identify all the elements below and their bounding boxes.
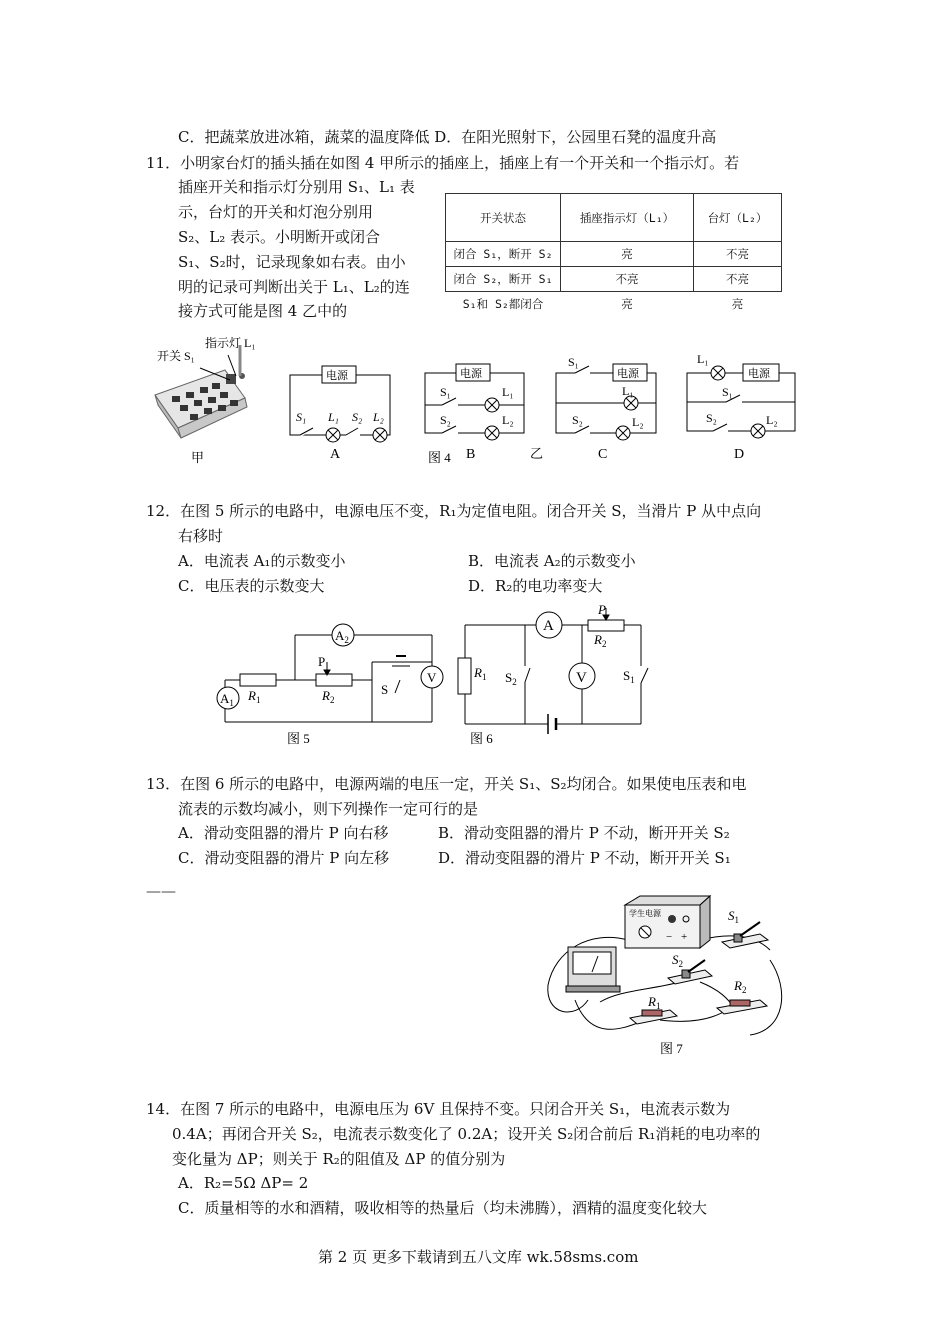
r2-label: $R_2$ — [322, 688, 335, 705]
dash-mark: —— — [146, 882, 176, 900]
q12-option-d: D．R₂的电功率变大 — [468, 577, 603, 595]
r1-label: $R_1$ — [248, 688, 261, 705]
switch-s-label: S — [381, 682, 389, 697]
l2-label: L₂ — [632, 415, 644, 429]
power-label: 电源 — [460, 368, 482, 380]
s1-label: S₁ — [722, 385, 733, 399]
q13-option-c: C．滑动变阻器的滑片 P 向左移 — [178, 849, 390, 867]
ammeter-a1-label: $A_1$ — [220, 691, 234, 708]
s1-label: S₁ — [440, 385, 451, 399]
page-footer: 第 2 页 更多下载请到五八文库 wk.58sms.com — [318, 1248, 639, 1266]
voltmeter-label: V — [576, 670, 587, 686]
resistor-r1 — [630, 1010, 677, 1024]
s1-label: S₁ — [568, 355, 579, 369]
table-cell: 亮 — [694, 292, 782, 317]
power-label: 电源 — [748, 368, 770, 380]
table-cell: 闭合 S₁，断开 S₂ — [446, 242, 561, 267]
figure-7 — [0, 890, 950, 1070]
s2-label: S₂ — [572, 413, 583, 427]
q12-stem-line1: 12．在图 5 所示的电路中，电源电压不变，R₁为定值电阻。闭合开关 S，当滑片 P 从中点向 — [146, 502, 762, 520]
figure-4 — [0, 0, 950, 470]
q12-option-b: B．电流表 A₂的示数变小 — [468, 552, 636, 570]
q13-option-d: D．滑动变阻器的滑片 P 不动，断开开关 S₁ — [438, 849, 731, 867]
table-cell: 亮 — [561, 292, 694, 317]
table-cell: 不亮 — [694, 242, 782, 267]
q13-stem-line2: 流表的示数均减小，则下列操作一定可行的是 — [178, 800, 479, 818]
s2-label: S₂ — [706, 411, 717, 425]
q11-stem-line: S₁、S₂时，记录现象如右表。由小 — [178, 253, 406, 271]
r1-label: $R_1$ — [648, 994, 661, 1011]
l1-label: L₁ — [328, 410, 339, 424]
s2-label: S₂ — [352, 410, 363, 424]
power-label: 电源 — [617, 368, 639, 380]
q13-stem-line1: 13．在图 6 所示的电路中，电源两端的电压一定，开关 S₁、S₂均闭合。如果使电压表和电 — [146, 775, 747, 793]
circuit-d — [687, 364, 795, 438]
label-yi: 乙 — [530, 446, 544, 461]
q10-options-line: C．把蔬菜放进冰箱，蔬菜的温度降低 D．在阳光照射下，公园里石凳的温度升高 — [178, 128, 717, 146]
l1-label: L₁ — [622, 384, 634, 398]
q12-stem-line2: 右移时 — [178, 527, 224, 545]
svg-text:−: − — [666, 931, 673, 943]
ammeter-a2-label: $A_2$ — [335, 628, 349, 645]
table-header: 插座指示灯（L₁） — [561, 194, 694, 242]
switch-s1 — [722, 922, 768, 948]
q14-option-a: A．R₂=5Ω ΔP= 2 — [178, 1174, 309, 1192]
figure-7-caption: 图 7 — [660, 1041, 683, 1056]
figure-6-caption: 图 6 — [470, 731, 493, 746]
q14-stem-line1: 14．在图 7 所示的电路中，电源电压为 6V 且保持不变。只闭合开关 S₁，电流表示数为 — [146, 1100, 731, 1118]
q14-stem-line2: 0.4A；再闭合开关 S₂，电流表示数变化了 0.2A；设开关 S₂闭合前后 R₁消耗的电功率的 — [172, 1125, 761, 1143]
q14-stem-line3: 变化量为 ΔP；则关于 R₂的阻值及 ΔP 的值分别为 — [172, 1150, 506, 1168]
s1-label: S₁ — [296, 410, 307, 424]
slider-p-label: P — [318, 654, 326, 669]
r2-label: $R_2$ — [594, 632, 607, 649]
table-header: 台灯（L₂） — [694, 194, 782, 242]
l2-label: L₂ — [373, 410, 384, 424]
s2-label: S₂ — [440, 413, 451, 427]
q11-stem-line: S₂、L₂ 表示。小明断开或闭合 — [178, 228, 381, 246]
l2-label: L₂ — [766, 413, 778, 427]
table-header: 开关状态 — [446, 194, 561, 242]
ammeter-device — [566, 947, 620, 992]
power-supply-label: 学生电源 — [629, 909, 661, 918]
q11-stem-line1: 11．小明家台灯的插头插在如图 4 甲所示的插座上，插座上有一个开关和一个指示灯。若 — [146, 154, 740, 172]
option-c-label: C — [598, 447, 608, 462]
l1-label: L₁ — [697, 352, 709, 366]
slider-p-label: P — [598, 602, 606, 617]
l2-label: L₂ — [502, 413, 514, 427]
label-jia: 甲 — [191, 450, 205, 465]
table-cell: S₁和 S₂都闭合 — [446, 292, 561, 317]
table-cell: 闭合 S₂，断开 S₁ — [446, 267, 561, 292]
q12-option-c: C．电压表的示数变大 — [178, 577, 325, 595]
s2-label: $S_2$ — [505, 670, 517, 687]
resistor-r2 — [717, 1000, 767, 1014]
table-cell: 亮 — [561, 242, 694, 267]
figure-5-circuit — [217, 624, 443, 722]
r2-label: $R_2$ — [734, 978, 747, 995]
r1-label: $R_1$ — [474, 665, 487, 682]
q13-option-b: B．滑动变阻器的滑片 P 不动，断开开关 S₂ — [438, 824, 730, 842]
q13-option-a: A．滑动变阻器的滑片 P 向右移 — [178, 824, 389, 842]
voltmeter-label: V — [427, 670, 437, 685]
lamp-label: 指示灯 L₁ — [205, 336, 256, 350]
table-cell: 不亮 — [561, 267, 694, 292]
s2-label: $S_2$ — [672, 952, 683, 969]
switch-label: 开关 S₁ — [157, 349, 195, 363]
s1-label: $S_1$ — [623, 668, 635, 685]
q11-stem-line: 示，台灯的开关和灯泡分别用 — [178, 203, 374, 221]
option-a-label: A — [330, 447, 341, 462]
q12-option-a: A．电流表 A₁的示数变小 — [178, 552, 346, 570]
s1-label: $S_1$ — [728, 908, 739, 925]
figure-4-caption: 图 4 — [428, 450, 451, 465]
ammeter-label: A — [543, 618, 554, 634]
power-supply-box — [625, 896, 710, 948]
figure-5-caption: 图 5 — [287, 731, 310, 746]
figures-5-6 — [0, 590, 950, 760]
power-label: 电源 — [326, 370, 348, 382]
l1-label: L₁ — [502, 385, 514, 399]
q11-stem-line: 插座开关和指示灯分别用 S₁、L₁ 表 — [178, 178, 415, 196]
table-cell: 不亮 — [694, 267, 782, 292]
q14-option-c: C．质量相等的水和酒精，吸收相等的热量后（均未沸腾），酒精的温度变化较大 — [178, 1199, 707, 1217]
option-d-label: D — [734, 447, 745, 462]
q11-stem-line: 接方式可能是图 4 乙中的 — [178, 302, 348, 320]
q11-stem-line: 明的记录可判断出关于 L₁、L₂的连 — [178, 278, 410, 296]
option-b-label: B — [466, 447, 476, 462]
svg-text:+: + — [681, 931, 688, 943]
pointer-line — [228, 355, 236, 376]
